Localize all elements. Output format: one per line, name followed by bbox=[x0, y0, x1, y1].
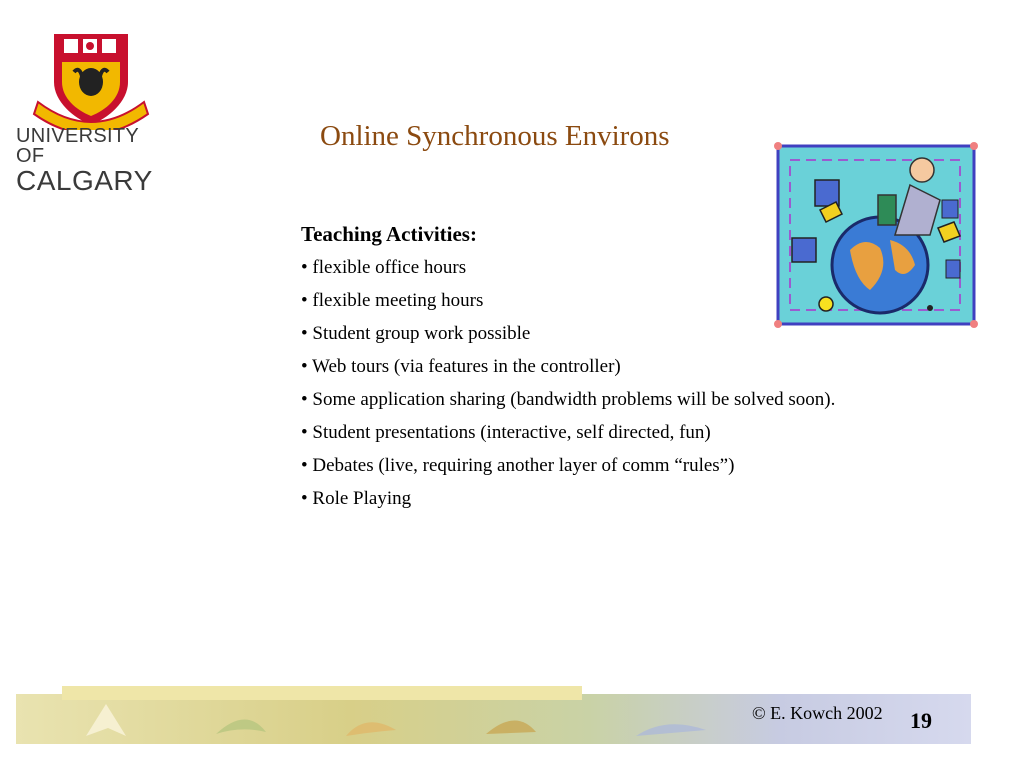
slide-content bbox=[301, 222, 901, 519]
bullet-item: • Student group work possible bbox=[301, 323, 531, 344]
university-name-line2: CALGARY bbox=[16, 165, 153, 196]
university-name-line1: UNIVERSITY OF bbox=[16, 125, 139, 167]
content-heading: Teaching Activities: bbox=[301, 222, 477, 246]
bullet-item: • flexible meeting hours bbox=[301, 290, 484, 311]
bullet-item: • Student presentations (interactive, self directed, fun) bbox=[301, 422, 711, 443]
page-number: 19 bbox=[910, 708, 932, 733]
bullet-item: • Web tours (via features in the controller) bbox=[301, 356, 621, 377]
bullet-item: • Debates (live, requiring another layer of comm “rules”) bbox=[301, 455, 735, 476]
footer-copyright: © E. Kowch 2002 bbox=[752, 703, 883, 723]
bullet-list bbox=[301, 255, 901, 511]
bullet-item: • flexible office hours bbox=[301, 257, 467, 278]
slide-title: Online Synchronous Environs bbox=[320, 120, 670, 152]
bullet-item: • Role Playing bbox=[301, 488, 412, 509]
crest-icon bbox=[16, 30, 156, 130]
bullet-item: • Some application sharing (bandwidth problems will be solved soon). bbox=[301, 389, 836, 410]
university-logo bbox=[16, 30, 156, 196]
